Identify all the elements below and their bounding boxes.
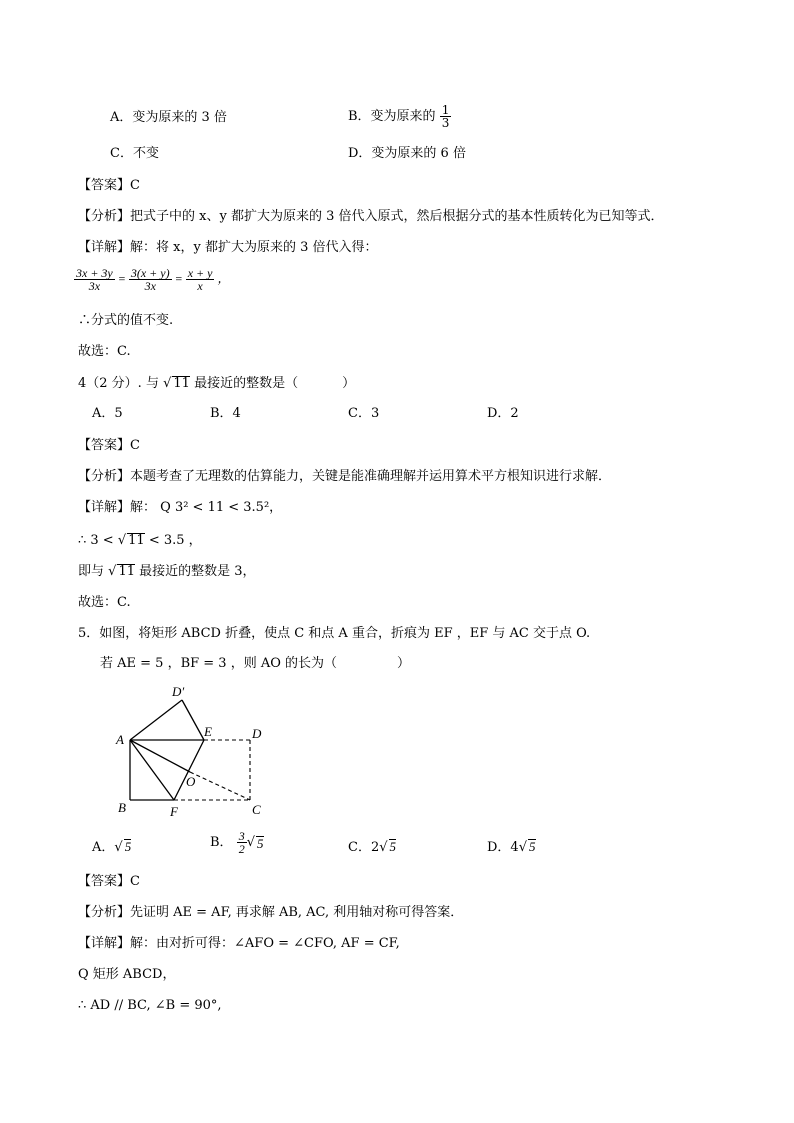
- label-a: A: [116, 732, 124, 747]
- detail-text: 解：由对折可得：∠AFO = ∠CFO, AF = CF,: [130, 936, 400, 951]
- q3-option-b-text: B．变为原来的: [348, 109, 436, 124]
- sqrt-icon: √: [163, 376, 172, 391]
- detail-text: 解：将 x，y 都扩大为原来的 3 倍代入得：: [130, 240, 378, 255]
- frac-1-den: 3x: [74, 279, 115, 292]
- option-c-label: C．2: [348, 840, 380, 855]
- label-o: O: [186, 774, 196, 789]
- detail-tag: 【详解】: [78, 240, 131, 255]
- answer-tag: 【答案】: [78, 178, 131, 193]
- q5-option-a: [92, 839, 131, 854]
- equation-frac-1: [74, 267, 115, 292]
- q5-option-c: [348, 839, 396, 854]
- q4-detail: [78, 501, 282, 514]
- frac-1-num: 3x + 3y: [76, 266, 113, 280]
- line-2-b: < 3.5 ，: [148, 533, 202, 548]
- q3-option-b-num: 1: [441, 103, 450, 117]
- q5-option-b: [210, 830, 264, 855]
- q4-option-a: A．5: [92, 406, 123, 421]
- q4-stem-b: 最接近的整数是（: [194, 376, 299, 391]
- sqrt-icon: √: [246, 835, 255, 850]
- q3-option-c: C．不变: [110, 146, 159, 161]
- label-f: F: [170, 804, 178, 819]
- answer-value: C: [130, 874, 140, 889]
- option-b-sqrt: 5: [257, 835, 264, 851]
- detail-tag: 【详解】: [78, 500, 131, 515]
- q3-equation: [74, 267, 229, 292]
- q3-answer: [78, 179, 140, 192]
- detail-text: 解： Q 3² < 11 < 3.5²，: [130, 500, 283, 515]
- analysis-text: 本题考查了无理数的估算能力，关键是能准确理解并运用算术平方根知识进行求解．: [130, 469, 612, 484]
- fold-line-ef: [174, 740, 204, 800]
- answer-value: C: [130, 178, 140, 193]
- analysis-text: 把式子中的 x、y 都扩大为原来的 3 倍代入原式，然后根据分式的基本性质转化为已知等式．: [130, 209, 664, 224]
- answer-tag: 【答案】: [78, 438, 131, 453]
- analysis-tag: 【分析】: [78, 209, 131, 224]
- q3-analysis: [78, 210, 664, 223]
- q4-option-b: B．4: [210, 406, 241, 421]
- side-ad-prime: [130, 700, 182, 740]
- q3-option-d: D．变为原来的 6 倍: [348, 146, 466, 161]
- option-b-fraction: [237, 830, 247, 855]
- q5-answer: [78, 875, 140, 888]
- q5-detail-line-3: ∴ AD // BC, ∠B = 90°,: [78, 998, 222, 1013]
- analysis-tag: 【分析】: [78, 469, 131, 484]
- q3-option-b-fraction: [440, 104, 452, 129]
- line-3-sqrt: 11: [118, 564, 135, 579]
- option-c-sqrt: 5: [389, 839, 397, 854]
- line-oc: [190, 772, 250, 800]
- q4-option-d: D．2: [487, 406, 519, 421]
- q5-stem-2: 若 AE = 5 ，BF = 3 ，则 AO 的长为（: [100, 656, 338, 671]
- q5-stem-line-2: [100, 657, 410, 670]
- equation-frac-2: [129, 267, 172, 292]
- sqrt-icon: √: [114, 840, 123, 855]
- rectangle-fold-diagram: [100, 680, 280, 820]
- q3-choose: 故选：C.: [78, 344, 131, 359]
- detail-tag: 【详解】: [78, 936, 131, 951]
- q3-conclusion: ∴分式的值不变.: [78, 313, 174, 328]
- equals-sign: =: [174, 271, 183, 286]
- side-d-prime-e: [182, 700, 204, 740]
- line-3-a: 即与: [78, 564, 105, 579]
- frac-2-den: 3x: [129, 279, 172, 292]
- option-a-label: A．: [92, 840, 115, 855]
- label-d-prime: D′: [172, 684, 185, 699]
- line-3-b: 最接近的整数是 3，: [139, 564, 256, 579]
- analysis-text: 先证明 AE = AF, 再求解 AB, AC, 利用轴对称可得答案．: [130, 905, 464, 920]
- label-d: D: [252, 726, 262, 741]
- q4-option-c: C．3: [348, 406, 380, 421]
- comma: ，: [217, 271, 230, 286]
- q5-analysis: [78, 906, 463, 919]
- option-a-sqrt: 5: [124, 839, 132, 854]
- q4-detail-line-2: [78, 533, 202, 547]
- label-e: E: [204, 724, 212, 739]
- q5-stem-2-end: ）: [397, 656, 411, 671]
- q4-answer: [78, 439, 140, 452]
- sqrt-icon: √: [117, 533, 127, 548]
- analysis-tag: 【分析】: [78, 905, 131, 920]
- option-b-label: B．: [210, 835, 233, 850]
- answer-tag: 【答案】: [78, 874, 131, 889]
- q4-detail-line-3: [78, 564, 256, 578]
- sqrt-icon: √: [518, 840, 527, 855]
- line-af: [130, 740, 174, 800]
- label-c: C: [252, 802, 261, 817]
- frac-3-den: x: [186, 279, 215, 292]
- line-2-a: ∴ 3 <: [78, 533, 114, 548]
- q4-stem-a: 4（2 分）. 与: [78, 376, 159, 391]
- q5-stem-line-1: 5．如图，将矩形 ABCD 折叠，使点 C 和点 A 重合，折痕为 EF ，EF 与 AC 交于点 O.: [78, 626, 591, 641]
- line-ao: [130, 740, 190, 772]
- option-b-den: 2: [238, 842, 245, 856]
- option-b-num: 3: [238, 829, 245, 843]
- q5-detail-line-2: Q 矩形 ABCD，: [78, 967, 176, 982]
- q3-detail: [78, 241, 378, 254]
- q3-option-a: A．变为原来的 3 倍: [110, 110, 227, 125]
- label-b: B: [118, 800, 126, 815]
- q4-sqrt-value: 11: [173, 376, 190, 391]
- q3-option-b: [348, 104, 451, 129]
- q3-option-b-den: 3: [441, 116, 450, 130]
- sqrt-icon: √: [379, 840, 388, 855]
- q5-detail: [78, 937, 400, 950]
- line-2-sqrt: 11: [128, 533, 145, 548]
- q4-stem: [78, 376, 355, 390]
- sqrt-icon: √: [108, 564, 117, 579]
- q4-choose: 故选：C.: [78, 595, 131, 610]
- q5-option-d: [487, 839, 536, 854]
- equals-sign: =: [117, 271, 126, 286]
- equation-frac-3: [186, 267, 215, 292]
- q4-stem-c: ）: [342, 376, 356, 391]
- frac-3-num: x + y: [187, 266, 213, 280]
- frac-2-num: 3(x + y): [130, 266, 170, 280]
- q4-analysis: [78, 470, 611, 483]
- answer-value: C: [130, 438, 140, 453]
- option-d-label: D．4: [487, 840, 519, 855]
- option-d-sqrt: 5: [529, 839, 536, 854]
